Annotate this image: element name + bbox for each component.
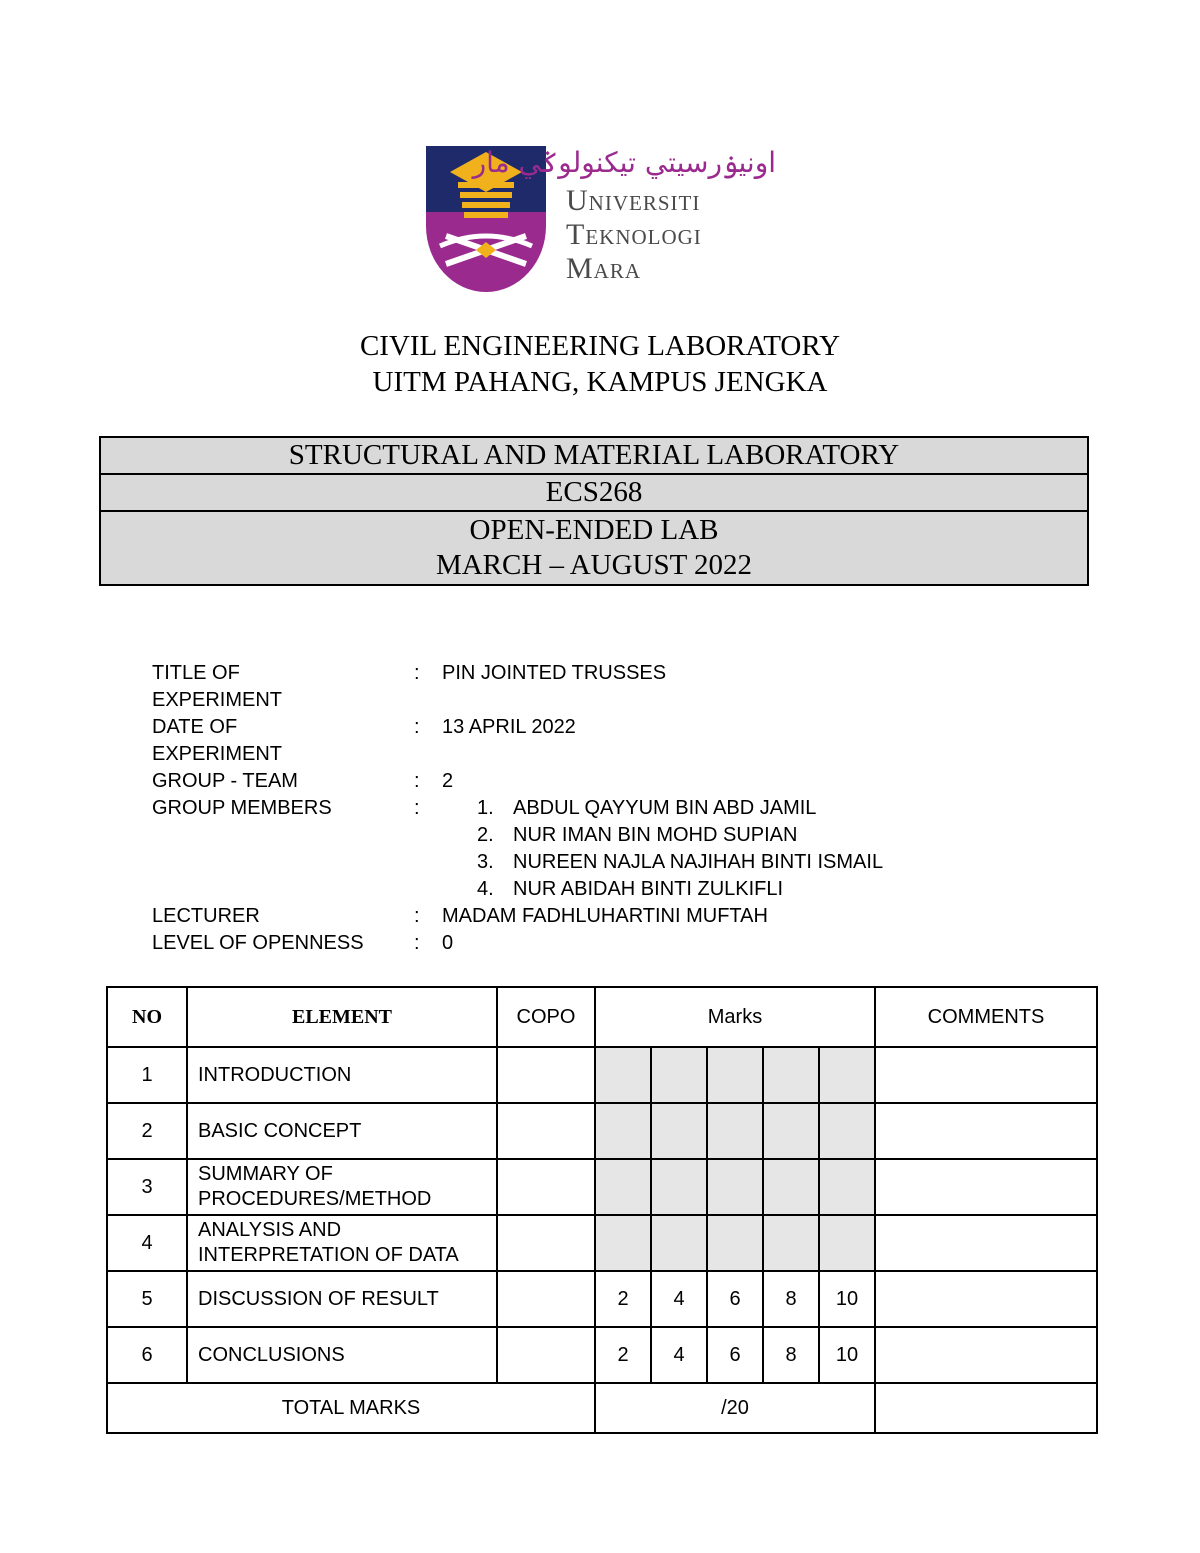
- mark-cell: [707, 1215, 763, 1271]
- row-element: [187, 1215, 497, 1271]
- uitm-logo: [426, 146, 786, 292]
- colon: :: [414, 797, 420, 819]
- row-element: INTRODUCTION: [187, 1047, 497, 1103]
- mark-cell: [763, 1215, 819, 1271]
- mark-cell: [707, 1159, 763, 1215]
- mark-cell: [595, 1047, 651, 1103]
- comment-cell: [875, 1047, 1097, 1103]
- total-row: [107, 1383, 1097, 1433]
- mark-cell: [819, 1047, 875, 1103]
- marks-table: [106, 986, 1098, 1434]
- course-code: ECS268: [101, 475, 1087, 512]
- mark-cell: 4: [651, 1271, 707, 1327]
- colon: :: [414, 662, 420, 684]
- group-label: GROUP - TEAM: [152, 770, 298, 792]
- course-title-box: [99, 436, 1089, 586]
- logo-name-line-2: Teknologi: [566, 218, 702, 251]
- mark-cell: [763, 1159, 819, 1215]
- group-value: 2: [442, 770, 454, 792]
- mark-cell: 6: [707, 1271, 763, 1327]
- mark-cell: [651, 1215, 707, 1271]
- colon: :: [414, 905, 420, 927]
- row-element-line-2: INTERPRETATION OF DATA: [198, 1244, 459, 1266]
- member-item: [477, 795, 883, 822]
- date-label-2: EXPERIMENT: [152, 743, 283, 765]
- mark-cell: 6: [707, 1327, 763, 1383]
- mark-cell: 4: [651, 1327, 707, 1383]
- lecturer-value: MADAM FADHLUHARTINI MUFTAH: [442, 905, 768, 927]
- copo-cell: [497, 1215, 595, 1271]
- lab-type: OPEN-ENDED LAB: [469, 514, 719, 546]
- row-element-line-1: ANALYSIS AND: [198, 1219, 342, 1241]
- table-header-row: [107, 987, 1097, 1047]
- table-row: [107, 1271, 1097, 1327]
- logo-jawi-text: اونيۏرسيتي تيكنولوݢي مار: [472, 146, 776, 179]
- lab-heading: CIVIL ENGINEERING LABORATORY: [359, 330, 841, 362]
- comment-cell: [875, 1215, 1097, 1271]
- colon: :: [414, 932, 420, 954]
- row-no: 2: [107, 1103, 187, 1159]
- row-no: 1: [107, 1047, 187, 1103]
- mark-cell: 10: [819, 1271, 875, 1327]
- copo-cell: [497, 1159, 595, 1215]
- comment-cell: [875, 1271, 1097, 1327]
- row-element-line-1: SUMMARY OF: [198, 1163, 333, 1185]
- logo-name-line-1: Universiti: [566, 184, 701, 217]
- mark-cell: [651, 1159, 707, 1215]
- date-value: 13 APRIL 2022: [442, 716, 576, 738]
- mark-cell: [819, 1103, 875, 1159]
- row-element-line-2: PROCEDURES/METHOD: [198, 1188, 432, 1210]
- row-no: 6: [107, 1327, 187, 1383]
- mark-cell: [595, 1215, 651, 1271]
- member-number: 3.: [477, 851, 494, 873]
- member-number: 4.: [477, 878, 494, 900]
- openness-label: LEVEL OF OPENNESS: [152, 932, 364, 954]
- member-number: 2.: [477, 824, 494, 846]
- mark-cell: 2: [595, 1327, 651, 1383]
- comment-cell: [875, 1159, 1097, 1215]
- mark-cell: [763, 1103, 819, 1159]
- comment-cell: [875, 1327, 1097, 1383]
- row-element: BASIC CONCEPT: [187, 1103, 497, 1159]
- table-row: [107, 1047, 1097, 1103]
- member-name: NUR ABIDAH BINTI ZULKIFLI: [513, 878, 784, 900]
- row-element: [187, 1159, 497, 1215]
- member-item: [477, 849, 883, 876]
- header-copo: COPO: [497, 987, 595, 1047]
- copo-cell: [497, 1271, 595, 1327]
- mark-cell: [819, 1159, 875, 1215]
- mark-cell: [651, 1103, 707, 1159]
- member-name: NUR IMAN BIN MOHD SUPIAN: [513, 824, 798, 846]
- member-number: 1.: [477, 797, 494, 819]
- title-label-1: TITLE OF: [152, 662, 240, 684]
- openness-value: 0: [442, 932, 454, 954]
- copo-cell: [497, 1047, 595, 1103]
- row-element: CONCLUSIONS: [187, 1327, 497, 1383]
- mark-cell: 10: [819, 1327, 875, 1383]
- colon: :: [414, 770, 420, 792]
- row-no: 5: [107, 1271, 187, 1327]
- comment-cell: [875, 1103, 1097, 1159]
- course-lab-name: STRUCTURAL AND MATERIAL LABORATORY: [101, 438, 1087, 475]
- mark-cell: 2: [595, 1271, 651, 1327]
- copo-cell: [497, 1327, 595, 1383]
- table-row: [107, 1215, 1097, 1271]
- date-label-1: DATE OF: [152, 716, 238, 738]
- table-row: [107, 1103, 1097, 1159]
- copo-cell: [497, 1103, 595, 1159]
- row-element: DISCUSSION OF RESULT: [187, 1271, 497, 1327]
- mark-cell: 8: [763, 1271, 819, 1327]
- members-label: GROUP MEMBERS: [152, 797, 332, 819]
- logo-name-line-3: Mara: [566, 252, 642, 285]
- header-comments: COMMENTS: [875, 987, 1097, 1047]
- members-list: [477, 795, 883, 903]
- member-item: [477, 876, 883, 903]
- header-element: ELEMENT: [187, 987, 497, 1047]
- campus-heading: UITM PAHANG, KAMPUS JENGKA: [372, 366, 828, 398]
- total-label: TOTAL MARKS: [107, 1383, 595, 1433]
- row-no: 4: [107, 1215, 187, 1271]
- title-label-2: EXPERIMENT: [152, 689, 283, 711]
- lab-type-and-session: [101, 512, 1087, 584]
- member-item: [477, 822, 883, 849]
- lecturer-label: LECTURER: [152, 905, 260, 927]
- mark-cell: [707, 1047, 763, 1103]
- total-value: /20: [595, 1383, 875, 1433]
- mark-cell: [595, 1159, 651, 1215]
- row-no: 3: [107, 1159, 187, 1215]
- mark-cell: 8: [763, 1327, 819, 1383]
- mark-cell: [651, 1047, 707, 1103]
- mark-cell: [763, 1047, 819, 1103]
- title-value: PIN JOINTED TRUSSES: [442, 662, 667, 684]
- table-row: [107, 1159, 1097, 1215]
- mark-cell: [819, 1215, 875, 1271]
- member-name: ABDUL QAYYUM BIN ABD JAMIL: [513, 797, 817, 819]
- header-no: NO: [107, 987, 187, 1047]
- session-period: MARCH – AUGUST 2022: [435, 549, 753, 581]
- colon: :: [414, 716, 420, 738]
- member-name: NUREEN NAJLA NAJIHAH BINTI ISMAIL: [513, 851, 884, 873]
- mark-cell: [595, 1103, 651, 1159]
- header-marks: Marks: [595, 987, 875, 1047]
- total-comment-cell: [875, 1383, 1097, 1433]
- table-row: [107, 1327, 1097, 1383]
- mark-cell: [707, 1103, 763, 1159]
